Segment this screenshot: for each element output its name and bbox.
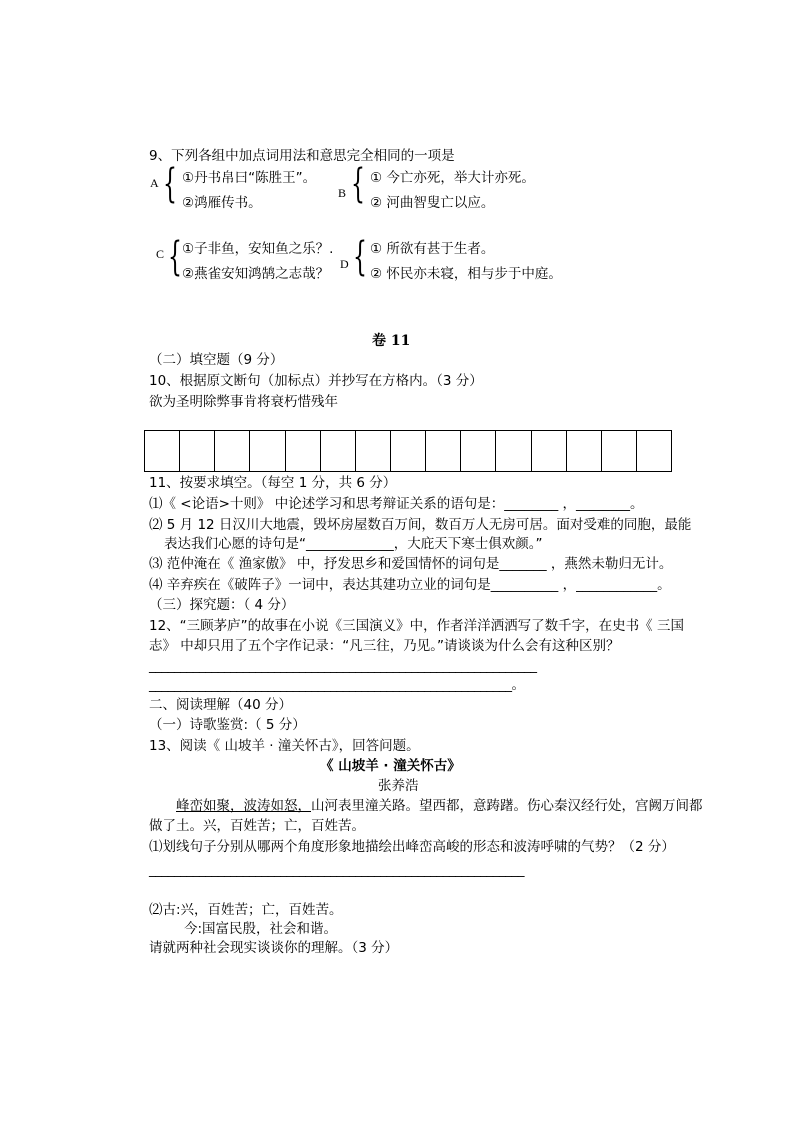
q11-item4: ⑷ 辛弃疾在《破阵子》一词中，表达其建功立业的词句是__________ ，____________。 <box>149 577 671 593</box>
grid-cell[interactable] <box>286 431 321 471</box>
q13-2-prompt: 请就两种社会现实谈谈你的理解。（3 分） <box>149 940 399 956</box>
grid-cell[interactable] <box>532 431 567 471</box>
option-c-line1: ①子非鱼，安知鱼之乐？. <box>182 241 334 257</box>
q10-prompt: 10、根据原文断句（加标点）并抄写在方格内。（3 分） <box>149 373 483 389</box>
q13-2-ancient: ⑵古:兴，百姓苦；亡，百姓苦。 <box>149 902 343 918</box>
poem-line1 <box>176 797 703 815</box>
q13-1-prompt: ⑴划线句子分别从哪两个角度形象地描绘出峰峦高峻的形态和波涛呼啸的气势？（2 分） <box>149 839 675 855</box>
grid-cell[interactable] <box>602 431 637 471</box>
option-b-brace: { <box>351 161 365 207</box>
grid-cell[interactable] <box>356 431 391 471</box>
poem-line2: 做了土。兴，百姓苦；亡，百姓苦。 <box>149 818 365 834</box>
reading-heading: 二、阅读理解（40 分） <box>149 697 292 713</box>
option-b-line2: ② 河曲智叟亡以应。 <box>370 195 495 211</box>
option-a-line2: ②鸿雁传书。 <box>182 195 262 211</box>
option-d-brace: { <box>353 234 367 280</box>
poem-line1-rest: 山河表里潼关路。望西都，意踌躇。伤心秦汉经行处，宫阙万间都 <box>311 798 703 814</box>
q10-text: 欲为圣明除弊事肯将衰朽惜残年 <box>149 394 338 410</box>
option-c-line2: ②燕雀安知鸿鹄之志哉？ <box>182 266 330 282</box>
q11-prompt: 11、按要求填空。（每空 1 分，共 6 分） <box>149 475 397 491</box>
q13-1-answer-line[interactable]: ____________________________________________________________ <box>149 862 524 878</box>
answer-grid[interactable] <box>144 430 672 472</box>
option-d-line2: ② 怀民亦未寝，相与步于中庭。 <box>370 266 562 282</box>
q13-prompt: 13、阅读《 山坡羊 · 潼关怀古》，回答问题。 <box>149 738 420 754</box>
poem-underlined-2: 波涛如怒， <box>243 798 311 814</box>
option-a-brace: { <box>163 161 177 207</box>
q11-item1: ⑴《 <论语>十则》 中论述学习和思考辩证关系的语句是：________ ，________。 <box>149 496 644 512</box>
explore-heading: （三）探究题：（ 4 分） <box>149 597 295 613</box>
q12-line2: 志》 中却只用了五个字作记录：“凡三往，乃见。”请谈谈为什么会有这种区别？ <box>149 638 620 654</box>
q12-answer-line1[interactable]: ______________________________________________________________ <box>149 658 537 674</box>
option-b-letter: B <box>338 186 347 200</box>
option-a-line1: ①丹书帛曰“陈胜王”。 <box>182 170 317 186</box>
poem-author: 张养浩 <box>378 778 419 794</box>
q13-2-modern: 今:国富民殷，社会和谐。 <box>184 921 338 937</box>
option-d-letter: D <box>340 257 349 271</box>
grid-cell[interactable] <box>321 431 356 471</box>
grid-cell[interactable] <box>180 431 215 471</box>
grid-cell[interactable] <box>145 431 180 471</box>
poem-title: 《 山坡羊 · 潼关怀古》 <box>320 758 461 774</box>
poem-underlined-1: 峰峦如聚， <box>176 798 244 814</box>
grid-cell[interactable] <box>391 431 426 471</box>
q12-answer-line2[interactable]: __________________________________________________________。 <box>149 677 525 693</box>
option-a-letter: A <box>150 176 159 190</box>
grid-cell[interactable] <box>426 431 461 471</box>
q9-stem: 9、下列各组中加点词用法和意思完全相同的一项是 <box>149 148 455 164</box>
q11-item2-line1: ⑵ 5 月 12 日汉川大地震，毁坏房屋数百万间，数百万人无房可居。面对受难的同胞，最能 <box>149 517 692 533</box>
section-title: 卷 11 <box>372 333 411 349</box>
grid-cell[interactable] <box>215 431 250 471</box>
grid-cell[interactable] <box>461 431 496 471</box>
grid-cell[interactable] <box>637 431 671 471</box>
q12-line1: 12、“三顾茅庐”的故事在小说《三国演义》中，作者洋洋洒洒写了数千字，在史书《 三国 <box>149 618 684 634</box>
grid-cell[interactable] <box>250 431 285 471</box>
fill-heading: （二）填空题（9 分） <box>149 352 284 368</box>
option-c-brace: { <box>168 234 182 280</box>
poem-heading: （一）诗歌鉴赏:（ 5 分） <box>149 717 306 733</box>
q11-item3: ⑶ 范仲淹在《 渔家傲》 中，抒发思乡和爱国情怀的词句是_______ ，燕然未勒归无计。 <box>149 556 673 572</box>
option-d-line1: ① 所欲有甚于生者。 <box>370 241 495 257</box>
option-b-line1: ① 今亡亦死，举大计亦死。 <box>370 170 535 186</box>
option-c-letter: C <box>156 247 165 261</box>
q11-item2-line2: 表达我们心愿的诗句是“_____________，大庇天下寒士俱欢颜。” <box>164 536 543 552</box>
grid-cell[interactable] <box>496 431 531 471</box>
grid-cell[interactable] <box>567 431 602 471</box>
